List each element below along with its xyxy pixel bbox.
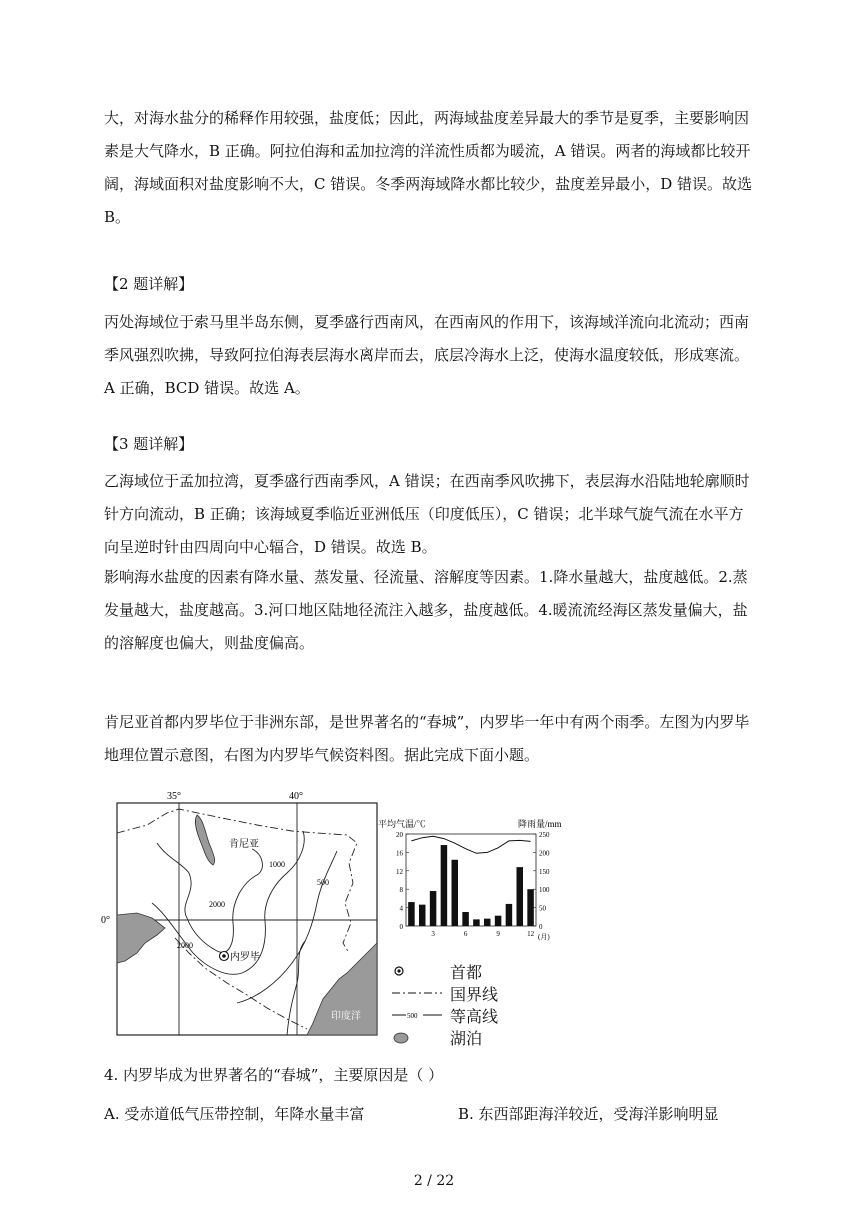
q3-heading: 【3 题详解】 <box>104 435 194 453</box>
nairobi-climate-chart <box>378 817 583 947</box>
right-tick-label: 150 <box>539 867 550 876</box>
text-line: 乙海域位于孟加拉湾，夏季盛行西南季风，A 错误；在西南季风吹拂下，表层海水沿陆地轮廓顺时 <box>104 472 750 490</box>
border-legend-icon <box>392 983 450 1003</box>
contour-legend-icon <box>392 1005 450 1025</box>
text-line: 肯尼亚首都内罗毕位于非洲东部，是世界著名的“春城”，内罗毕一年中有两个雨季。左图为内罗毕 <box>104 713 750 731</box>
left-tick-label: 16 <box>396 849 403 858</box>
label-ocean: 印度洋 <box>331 1011 361 1022</box>
text-line: 向呈逆时针由四周向中心辐合，D 错误。故选 B。 <box>104 538 437 556</box>
ylabel-left: 平均气温/℃ <box>378 819 426 829</box>
lake-legend-icon <box>392 1027 450 1047</box>
x-tick-label: 9 <box>496 930 500 938</box>
rainfall-bar <box>484 919 491 926</box>
left-tick-label: 8 <box>399 886 403 895</box>
rainfall-bar <box>430 891 437 926</box>
label-35: 35° <box>167 791 181 802</box>
legend-capital-label: 首都 <box>450 962 483 982</box>
question-intro <box>104 706 768 772</box>
x-tick-label: 3 <box>431 930 435 938</box>
q2-explanation <box>104 306 768 405</box>
right-tick-label: 200 <box>539 849 550 858</box>
label-2000-b: 2000 <box>177 941 193 950</box>
legend-lake <box>392 1026 498 1048</box>
rainfall-bar <box>462 912 469 926</box>
right-tick-label: 50 <box>539 904 546 913</box>
x-unit: (月) <box>538 933 550 941</box>
text-line: 发量越大，盐度越高。3.河口地区陆地径流注入越多，盐度越低。4.暖流流经海区蒸发量偏大，盐 <box>104 601 748 619</box>
left-tick-label: 20 <box>396 831 403 839</box>
text-line: 影响海水盐度的因素有降水量、蒸发量、径流量、溶解度等因素。1.降水量越大，盐度越低。2.蒸 <box>104 568 748 586</box>
rainfall-bar <box>517 867 524 926</box>
text-line: 季风强烈吹拂，导致阿拉伯海表层海水离岸而去，底层冷海水上泛，使海水温度较低，形成寒流。 <box>104 346 750 364</box>
legend-contour <box>392 1004 498 1026</box>
legend-contour-value: 500 <box>407 1012 418 1020</box>
rainfall-bar <box>419 905 426 926</box>
rainfall-bar <box>473 919 480 926</box>
kenya-location-map <box>101 791 377 1035</box>
label-2000-a: 2000 <box>209 900 225 909</box>
rainfall-bar <box>495 916 502 926</box>
temperature-line <box>411 836 530 853</box>
label-1000: 1000 <box>269 860 285 869</box>
rainfall-bar <box>408 902 415 926</box>
capital-dot <box>222 954 226 958</box>
option-b[interactable]: B. 东西部距海洋较近，受海洋影响明显 <box>458 1105 719 1123</box>
legend-capital <box>392 960 498 982</box>
q3-explanation <box>104 465 768 564</box>
text-line: 丙处海域位于索马里半岛东侧，夏季盛行西南风，在西南风的作用下，该海域洋流向北流动；西南 <box>104 313 750 331</box>
text-line: A 正确，BCD 错误。故选 A。 <box>104 379 310 397</box>
capital-legend-icon <box>392 961 450 981</box>
left-tick-label: 12 <box>396 867 403 876</box>
rainfall-bar <box>452 860 459 926</box>
answer-paragraph-1 <box>104 102 768 234</box>
legend-lake-label: 湖泊 <box>450 1028 483 1048</box>
left-tick-label: 0 <box>399 923 403 931</box>
text-line: 素是大气降水，B 正确。阿拉伯海和孟加拉湾的洋流性质都为暖流，A 错误。两者的海域都比较开 <box>104 142 751 160</box>
left-tick-label: 4 <box>399 904 403 913</box>
ylabel-right: 降雨量/mm <box>518 819 562 829</box>
label-500: 500 <box>317 878 329 887</box>
text-line: 的溶解度也偏大，则盐度偏高。 <box>104 634 315 652</box>
x-tick-label: 6 <box>463 930 468 938</box>
right-tick-label: 100 <box>539 886 550 895</box>
option-a[interactable]: A. 受赤道低气压带控制，年降水量丰富 <box>104 1105 365 1123</box>
right-tick-label: 250 <box>539 831 550 839</box>
q2-heading: 【2 题详解】 <box>104 275 194 293</box>
salinity-note <box>104 561 768 660</box>
text-line: 地理位置示意图，右图为内罗毕气候资料图。据此完成下面小题。 <box>104 746 540 764</box>
legend-border-label: 国界线 <box>450 984 499 1004</box>
label-0: 0° <box>101 915 110 926</box>
text-line: B。 <box>104 208 131 226</box>
rainfall-bar <box>506 904 512 926</box>
legend-contour-label: 等高线 <box>450 1006 499 1026</box>
text-line: 针方向流动，B 正确；该海域夏季临近亚洲低压（印度低压），C 错误；北半球气旋气流在水平方 <box>104 505 744 523</box>
label-capital: 内罗毕 <box>230 952 260 963</box>
map-legend <box>392 960 498 1048</box>
rainfall-bar <box>527 889 534 926</box>
legend-border <box>392 982 498 1004</box>
text-line: 阔，海域面积对盐度影响不大，C 错误。冬季两海域降水都比较少，盐度差异最小，D 错误。故选 <box>104 175 753 193</box>
page-number: 2 / 22 <box>413 1173 455 1189</box>
question-4-stem: 4. 内罗毕成为世界著名的“春城”，主要原因是（ ） <box>104 1066 444 1084</box>
x-tick-label: 12 <box>527 930 535 938</box>
label-40: 40° <box>289 791 303 802</box>
label-country: 肯尼亚 <box>229 839 259 850</box>
right-tick-label: 0 <box>539 923 543 931</box>
rainfall-bar <box>441 845 448 926</box>
text-line: 大，对海水盐分的稀释作用较强，盐度低；因此，两海域盐度差异最大的季节是夏季，主要影响因 <box>104 109 750 127</box>
